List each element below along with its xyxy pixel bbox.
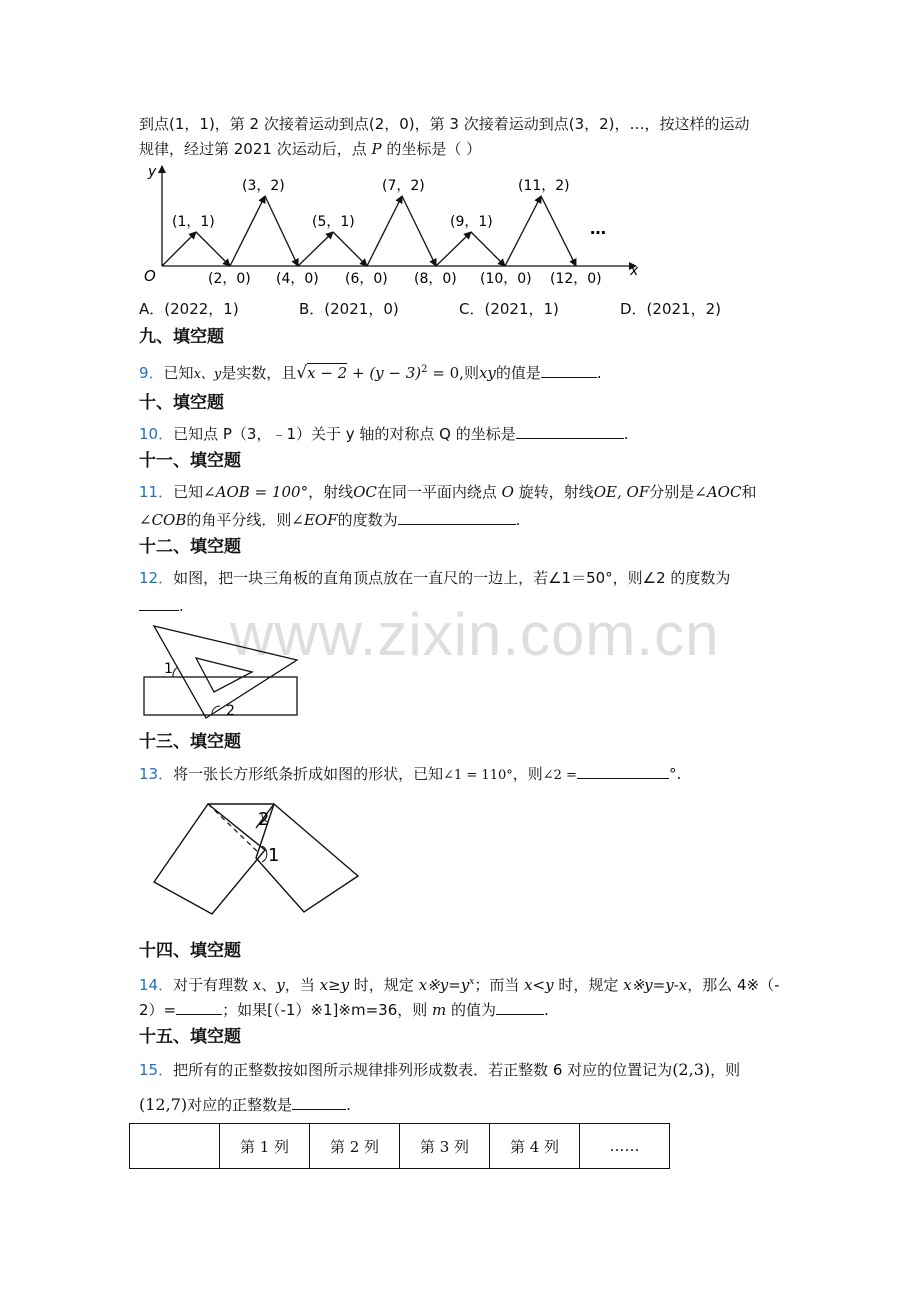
point-label: (10，0): [480, 271, 532, 287]
x-axis-label: x: [630, 263, 639, 279]
option-c[interactable]: C．(2021，1): [459, 300, 559, 318]
segment: [505, 196, 541, 266]
question-10: 10．已知点 P（3，﹣1）关于 y 轴的对称点 Q 的坐标是 .: [139, 425, 629, 443]
question-12-line-1: 12．如图，把一块三角板的直角顶点放在一直尺的一边上，若∠1＝50°，则∠2 的度数为: [139, 569, 731, 587]
section-10-heading: 十、填空题: [139, 393, 224, 413]
question-15-line-1: 15．把所有的正整数按如图所示规律排列形成数表．若正整数 6 对应的位置记为(2,3)，则: [139, 1060, 741, 1079]
question-11-line-2: ∠COB的角平分线．则∠EOF的度数为 .: [139, 511, 521, 529]
option-d[interactable]: D．(2021，2): [620, 300, 721, 318]
segment: [196, 232, 230, 266]
segment: [333, 232, 367, 266]
question-14-line-2: 2）= ；如果[（-1）※1]※m=36，则 m 的值为 .: [139, 1001, 549, 1019]
angle-2-label: 2: [226, 703, 235, 719]
question-number: 15．: [139, 1061, 174, 1079]
strip-left: [154, 804, 265, 914]
q12-ruler-triangle-figure: [140, 620, 305, 720]
segment: [402, 196, 436, 266]
question-number: 13．: [139, 765, 174, 783]
point-label: (5，1): [312, 214, 355, 230]
table-row: [130, 1124, 670, 1169]
watermark: www.zixin.com.cn: [230, 601, 720, 668]
q13-folded-strip-figure: [150, 798, 365, 920]
option-a[interactable]: A．(2022，1): [139, 300, 239, 318]
point-label: (2，0): [208, 271, 251, 287]
point-label: (3，2): [242, 178, 285, 194]
angle-2-label: 2: [258, 809, 270, 830]
question-number: 9．: [139, 364, 164, 382]
answer-blank[interactable]: [292, 1094, 346, 1110]
q8-line-1: 到点(1，1)，第 2 次接着运动到点(2，0)，第 3 次接着运动到点(3，2)，…，按这样的运动: [139, 115, 750, 133]
section-11-heading: 十一、填空题: [139, 451, 241, 471]
question-number: 11．: [139, 483, 174, 501]
table-cell: 第 3 列: [400, 1124, 490, 1169]
question-13: 13．将一张长方形纸条折成如图的形状，已知∠1 = 110°，则∠2 = °.: [139, 765, 682, 783]
answer-blank[interactable]: [176, 999, 222, 1015]
table-cell: 第 4 列: [490, 1124, 580, 1169]
question-12-line-2: .: [139, 595, 184, 616]
answer-blank[interactable]: [398, 509, 516, 525]
option-b[interactable]: B．(2021，0): [299, 300, 399, 318]
origin-label: O: [144, 267, 156, 285]
segment: [162, 232, 196, 266]
angle-1-arc: [173, 667, 178, 677]
point-label: (11，2): [518, 178, 570, 194]
segment: [230, 196, 265, 266]
answer-blank[interactable]: [496, 999, 544, 1015]
table-cell: [130, 1124, 220, 1169]
question-14-line-1: 14．对于有理数 x、y，当 x≥y 时，规定 $x※y=y^x$；而当 x<y 时，规定 x※y=y-x，那么 4※（-: [139, 976, 780, 994]
answer-blank[interactable]: [577, 763, 669, 779]
triangle-inner: [196, 658, 252, 692]
question-number: 10．: [139, 425, 174, 443]
ellipsis-label: …: [590, 219, 606, 238]
fold-crease: [208, 804, 260, 854]
segment: [265, 196, 298, 266]
path-segments: [162, 196, 576, 266]
table-cell: 第 1 列: [220, 1124, 310, 1169]
segment: [541, 196, 576, 266]
point-label: (12，0): [550, 271, 602, 287]
q8-zigzag-graph: [136, 160, 646, 290]
point-label: (1，1): [172, 214, 215, 230]
question-11-line-1: 11．已知∠AOB = 100°，射线OC在同一平面内绕点 O 旋转，射线OE, OF分别是∠AOC和: [139, 483, 757, 501]
segment: [367, 196, 402, 266]
section-15-heading: 十五、填空题: [139, 1027, 241, 1047]
point-label: (7，2): [382, 178, 425, 194]
answer-blank[interactable]: [139, 595, 179, 611]
q8-options: [139, 298, 839, 320]
question-15-line-2: (12,7)对应的正整数是 .: [139, 1095, 351, 1114]
angle-1-label: 1: [164, 661, 173, 677]
answer-blank[interactable]: [541, 362, 597, 378]
section-14-heading: 十四、填空题: [139, 941, 241, 961]
table-cell: 第 2 列: [310, 1124, 400, 1169]
question-number: 12．: [139, 569, 174, 587]
y-axis-label: y: [148, 164, 157, 180]
section-9-heading: 九、填空题: [139, 327, 224, 347]
question-9: 9．已知x、y是实数，且$√x - 2 + (y - 3)^2 = 0$,则xy的值是 .: [139, 363, 602, 383]
point-label: (8，0): [414, 271, 457, 287]
point-label: (6，0): [345, 271, 388, 287]
table-cell: ……: [580, 1124, 670, 1169]
segment: [298, 232, 333, 266]
answer-blank[interactable]: [516, 423, 624, 439]
segment: [436, 232, 471, 266]
angle-1-label: 1: [268, 845, 280, 866]
point-label: (4，0): [276, 271, 319, 287]
sqrt-expression: $√x - 2 + (y - 3)^2 = 0$,: [296, 363, 464, 383]
point-label: (9，1): [450, 214, 493, 230]
section-12-heading: 十二、填空题: [139, 537, 241, 557]
question-number: 14．: [139, 976, 174, 994]
section-13-heading: 十三、填空题: [139, 732, 241, 752]
q15-number-table: [129, 1123, 670, 1169]
segment: [471, 232, 505, 266]
q8-line-2: 规律，经过第 2021 次运动后，点 P 的坐标是（ ）: [139, 140, 482, 158]
